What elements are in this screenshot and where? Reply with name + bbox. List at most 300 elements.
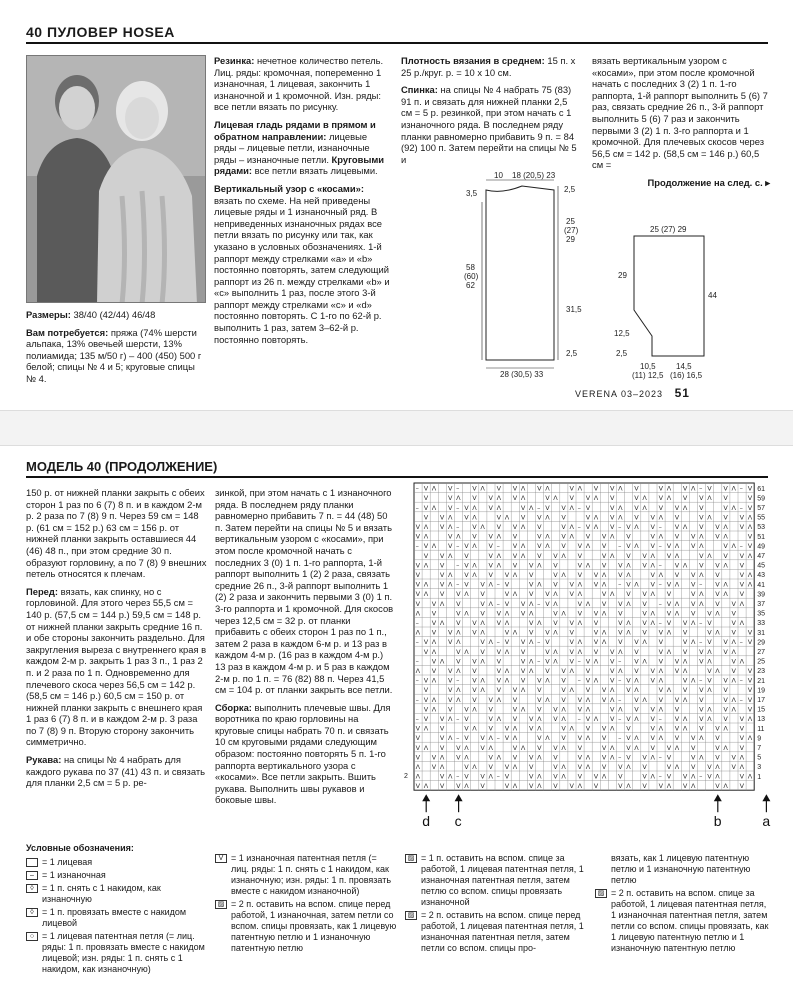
chart-stitch-symbol: Λ bbox=[553, 590, 558, 599]
chart-stitch-symbol: V bbox=[415, 599, 421, 608]
chart-stitch-symbol: V bbox=[431, 657, 437, 666]
chart-stitch-symbol: Λ bbox=[488, 599, 493, 608]
chart-stitch-symbol: V bbox=[723, 686, 728, 695]
chart-stitch-symbol: Λ bbox=[650, 753, 655, 762]
chart-stitch-symbol: V bbox=[504, 628, 510, 637]
chart-stitch-symbol: Λ bbox=[415, 609, 421, 618]
back-label-35: 3,5 bbox=[466, 189, 478, 198]
chart-stitch-symbol: – bbox=[456, 561, 460, 570]
legend-title: Условные обозначения: bbox=[26, 843, 134, 853]
chart-stitch-symbol: – bbox=[577, 523, 581, 531]
chart-stitch-symbol: V bbox=[423, 647, 429, 656]
chart-row-number: 61 bbox=[757, 485, 765, 493]
chart-row-number: 15 bbox=[757, 706, 765, 714]
chart-stitch-symbol: V bbox=[439, 743, 445, 752]
chart-stitch-symbol: V bbox=[512, 484, 518, 493]
chart-stitch-symbol: Λ bbox=[739, 599, 745, 608]
chart-stitch-symbol: V bbox=[529, 724, 534, 733]
chart-stitch-symbol: V bbox=[456, 599, 461, 608]
chart-stitch-symbol: Λ bbox=[707, 657, 712, 666]
column-4: вязать вертикальным узором с «косами», при этом после кромочной начать с последних 3 (2) 1 п. 1-го раппорта, 1-й раппорт выполнить 5 (6) 7 раз, связать средние 26 п., 3-й раппорт выполнить 5 (6) 7 раз и закончить первыми 3 (2) 1 п. 3-го раппорта и 1 кромочной. Для плечевых скосов через 56,5 см = 142 р. (58,5 см = 146 р.) 60,5 см = Продолжение на след. с. ▸ bbox=[592, 55, 770, 188]
chart-stitch-symbol: Λ bbox=[512, 724, 518, 733]
chart-stitch-symbol: V bbox=[699, 494, 704, 503]
chart-stitch-symbol: V bbox=[634, 503, 639, 512]
chart-stitch-symbol: V bbox=[561, 513, 566, 522]
sleeve-label-29: 29 bbox=[618, 271, 627, 280]
chart-stitch-symbol: V bbox=[626, 715, 631, 723]
chart-stitch-symbol: V bbox=[504, 772, 510, 781]
chart-stitch-symbol: V bbox=[439, 734, 445, 743]
chart-stitch-symbol: V bbox=[545, 647, 550, 656]
chart-stitch-symbol: V bbox=[699, 705, 704, 714]
chart-stitch-symbol: V bbox=[504, 734, 510, 743]
chart-stitch-symbol: Λ bbox=[666, 782, 672, 791]
gauge-label: Плотность вязания в среднем: bbox=[401, 55, 545, 66]
chart-stitch-symbol: V bbox=[464, 561, 469, 570]
chart-stitch-symbol: V bbox=[658, 657, 664, 666]
chart-stitch-symbol: V bbox=[731, 619, 736, 627]
chart-stitch-symbol: V bbox=[480, 734, 485, 743]
chart-stitch-symbol: V bbox=[585, 532, 591, 541]
chart-stitch-symbol: Λ bbox=[658, 705, 664, 714]
chart-stitch-symbol: Λ bbox=[520, 523, 526, 531]
chart-stitch-symbol: Λ bbox=[480, 676, 485, 685]
legend-item bbox=[405, 853, 587, 908]
chart-stitch-symbol: – bbox=[577, 715, 581, 723]
chart-stitch-symbol: V bbox=[553, 782, 558, 791]
page-title: 40 ПУЛОВЕР HOSEA bbox=[26, 24, 175, 40]
chart-stitch-symbol: V bbox=[553, 772, 558, 781]
chart-stitch-symbol: V bbox=[537, 532, 542, 541]
chart-stitch-symbol: Λ bbox=[496, 561, 502, 570]
chart-stitch-symbol: V bbox=[610, 484, 615, 493]
chart-stitch-symbol: Λ bbox=[431, 484, 437, 493]
chart-stitch-symbol: V bbox=[431, 599, 437, 608]
chart-row-number: 43 bbox=[757, 572, 765, 580]
chart-stitch-symbol: Λ bbox=[731, 542, 736, 551]
chart-stitch-symbol: V bbox=[553, 580, 558, 589]
chart-stitch-symbol: V bbox=[577, 763, 583, 771]
chart-stitch-symbol: V bbox=[456, 619, 461, 627]
chart-stitch-symbol: V bbox=[682, 676, 688, 685]
chart-stitch-symbol: V bbox=[626, 724, 631, 733]
chart-arrow-label-b: b bbox=[713, 813, 722, 830]
chart-stitch-symbol: V bbox=[537, 513, 542, 522]
chart-stitch-symbol: Λ bbox=[529, 667, 534, 675]
chart-stitch-symbol: V bbox=[682, 772, 688, 781]
chart-stitch-symbol: V bbox=[658, 638, 664, 647]
chart-stitch-symbol: V bbox=[747, 484, 753, 493]
chart-stitch-symbol: V bbox=[488, 695, 493, 704]
chart-stitch-symbol: V bbox=[569, 580, 574, 589]
chart-stitch-symbol: V bbox=[618, 638, 623, 647]
chart-stitch-symbol: Λ bbox=[731, 638, 736, 647]
chart-stitch-symbol: Λ bbox=[618, 667, 623, 675]
sleeve-label: Рукава: bbox=[26, 754, 62, 766]
chart-stitch-symbol: V bbox=[593, 571, 599, 579]
chart-stitch-symbol: V bbox=[642, 782, 647, 791]
chart-stitch-symbol: V bbox=[650, 705, 655, 714]
column-2 bbox=[214, 55, 392, 351]
chart-stitch-symbol: Λ bbox=[577, 590, 583, 599]
chart-stitch-symbol: – bbox=[658, 561, 662, 570]
chart-stitch-symbol: V bbox=[642, 619, 647, 627]
sizes-label: Размеры: bbox=[26, 309, 71, 320]
chart-stitch-symbol: – bbox=[618, 734, 622, 743]
chart-row-number: 5 bbox=[757, 754, 762, 762]
chart-stitch-symbol: V bbox=[496, 686, 502, 695]
garter-text: все петли вязать лицевыми. bbox=[254, 165, 378, 177]
chart-stitch-symbol: V bbox=[537, 705, 542, 714]
chart-stitch-symbol: V bbox=[569, 647, 574, 656]
back-label-10: 10 bbox=[494, 172, 503, 180]
chart-stitch-symbol: V bbox=[488, 763, 493, 771]
chart-stitch-symbol: V bbox=[642, 609, 647, 618]
chart-stitch-symbol: Λ bbox=[577, 580, 583, 589]
chart-stitch-symbol: V bbox=[666, 772, 672, 781]
chart-stitch-symbol: V bbox=[529, 580, 534, 589]
chart-stitch-symbol: – bbox=[699, 580, 703, 589]
chart-stitch-symbol: – bbox=[415, 638, 419, 647]
chart-stitch-symbol: V bbox=[674, 734, 680, 743]
sleeve-schematic bbox=[612, 218, 730, 380]
chart-stitch-symbol: V bbox=[569, 657, 574, 666]
chart-row-number: 13 bbox=[757, 716, 765, 724]
chart-stitch-symbol: V bbox=[512, 523, 518, 531]
chart-stitch-symbol: Λ bbox=[472, 513, 477, 522]
chart-stitch-symbol: Λ bbox=[610, 590, 615, 599]
chart-stitch-symbol: V bbox=[472, 523, 477, 531]
chart-stitch-symbol: Λ bbox=[674, 763, 680, 771]
chart-stitch-symbol: V bbox=[650, 715, 655, 723]
chart-stitch-symbol: V bbox=[674, 724, 680, 733]
chart-stitch-symbol: Λ bbox=[593, 523, 599, 531]
chart-stitch-symbol: Λ bbox=[666, 686, 672, 695]
back-label-25top: 2,5 bbox=[564, 185, 576, 194]
chart-stitch-symbol: V bbox=[512, 695, 518, 704]
chart-stitch-symbol: V bbox=[650, 580, 655, 589]
chart-stitch-symbol: Λ bbox=[699, 532, 704, 541]
chart-stitch-symbol: V bbox=[650, 743, 655, 752]
chart-stitch-symbol: Λ bbox=[439, 763, 445, 771]
chart-stitch-symbol: V bbox=[569, 619, 574, 627]
chart-stitch-symbol: V bbox=[715, 571, 720, 579]
chart-stitch-symbol: V bbox=[448, 628, 453, 637]
chart-row-number: 53 bbox=[757, 524, 765, 532]
chart-stitch-symbol: Λ bbox=[439, 599, 445, 608]
chart-stitch-symbol: V bbox=[529, 763, 534, 771]
chart-stitch-symbol: Λ bbox=[512, 763, 518, 771]
chart-stitch-symbol: V bbox=[715, 561, 720, 570]
chart-stitch-symbol: V bbox=[601, 724, 607, 733]
chart-stitch-symbol: – bbox=[658, 599, 662, 608]
chart-stitch-symbol: Λ bbox=[674, 599, 680, 608]
chart-stitch-symbol: V bbox=[634, 705, 639, 714]
chart-stitch-symbol: V bbox=[488, 551, 493, 560]
chart-stitch-symbol: Λ bbox=[464, 590, 469, 599]
chart-stitch-symbol: V bbox=[666, 763, 672, 771]
chart-stitch-symbol: Λ bbox=[715, 763, 720, 771]
chart-stitch-symbol: V bbox=[601, 590, 607, 599]
chart-stitch-symbol: Λ bbox=[512, 571, 518, 579]
chart-stitch-symbol: V bbox=[626, 676, 631, 685]
chart-stitch-symbol: Λ bbox=[448, 772, 453, 781]
chart-stitch-symbol: V bbox=[496, 523, 502, 531]
chart-stitch-symbol: – bbox=[699, 676, 703, 685]
chart-stitch-symbol: – bbox=[618, 676, 622, 685]
chart-stitch-symbol: V bbox=[431, 619, 437, 627]
chart-stitch-symbol: Λ bbox=[634, 734, 639, 743]
chart-stitch-symbol: Λ bbox=[585, 753, 591, 762]
chart-stitch-symbol: V bbox=[666, 590, 672, 599]
chart-stitch-symbol: V bbox=[561, 503, 566, 512]
chart-stitch-symbol: Λ bbox=[682, 561, 688, 570]
chart-stitch-symbol: Λ bbox=[456, 638, 461, 647]
chart-stitch-symbol: Λ bbox=[658, 571, 664, 579]
chart-stitch-symbol: V bbox=[464, 705, 469, 714]
chart-stitch-symbol: V bbox=[634, 494, 639, 503]
chart-stitch-symbol: – bbox=[618, 715, 622, 723]
chart-stitch-symbol: V bbox=[431, 667, 437, 675]
chart-stitch-symbol: Λ bbox=[699, 542, 704, 551]
chart-stitch-symbol: V bbox=[480, 590, 485, 599]
legend-text: = 1 п. оставить на вспом. спице за работой, 1 лицевая патентная петля, 1 изнаночная патентная петля, затем петлю со вспом. спицы провязать изнаночной bbox=[421, 853, 584, 907]
chart-stitch-symbol: V bbox=[634, 647, 639, 656]
chart-stitch-symbol: V bbox=[464, 513, 469, 522]
chart-stitch-symbol: Λ bbox=[472, 561, 477, 570]
chart-stitch-symbol: V bbox=[448, 494, 453, 503]
chart-stitch-symbol: V bbox=[707, 667, 712, 675]
chart-stitch-symbol: V bbox=[472, 657, 477, 666]
chart-stitch-symbol: V bbox=[610, 647, 615, 656]
chart-stitch-symbol: V bbox=[723, 551, 728, 560]
chart-stitch-symbol: V bbox=[529, 561, 534, 570]
chart-stitch-symbol: V bbox=[431, 763, 437, 771]
chart-stitch-symbol: V bbox=[512, 753, 518, 762]
chart-stitch-symbol: V bbox=[488, 561, 493, 570]
chart-stitch-symbol: – bbox=[456, 542, 460, 551]
chart-stitch-symbol: V bbox=[472, 676, 477, 685]
chart-row-number: 31 bbox=[757, 629, 765, 637]
chart-row-number: 47 bbox=[757, 553, 765, 560]
legend-item bbox=[26, 870, 208, 881]
chart-stitch-symbol: Λ bbox=[415, 628, 421, 637]
chart-stitch-symbol: Λ bbox=[415, 667, 421, 675]
chart-stitch-symbol: V bbox=[715, 599, 720, 608]
chart-stitch-symbol: V bbox=[610, 715, 615, 723]
chart-row-number: 11 bbox=[757, 725, 765, 733]
chart-stitch-symbol: V bbox=[747, 638, 753, 647]
chart-stitch-symbol: V bbox=[666, 619, 672, 627]
chart-stitch-symbol: Λ bbox=[658, 513, 664, 522]
chart-stitch-symbol: V bbox=[715, 724, 720, 733]
chart-stitch-symbol: Λ bbox=[642, 494, 647, 503]
chart-stitch-symbol: V bbox=[529, 782, 534, 791]
chart-stitch-symbol: – bbox=[658, 542, 662, 551]
chart-stitch-symbol: V bbox=[464, 715, 469, 723]
chart-stitch-symbol: Λ bbox=[610, 686, 615, 695]
chart-stitch-symbol: V bbox=[423, 551, 429, 560]
chart-stitch-symbol: Λ bbox=[537, 580, 542, 589]
chart-stitch-symbol: V bbox=[537, 484, 542, 493]
chart-stitch-symbol: Λ bbox=[707, 551, 712, 560]
chart-stitch-symbol: V bbox=[691, 571, 696, 579]
chart-stitch-symbol: V bbox=[415, 724, 421, 733]
chart-stitch-symbol: Λ bbox=[520, 686, 526, 695]
chart-stitch-symbol: V bbox=[626, 734, 631, 743]
chart-stitch-symbol: Λ bbox=[520, 743, 526, 752]
chart-stitch-symbol: V bbox=[691, 532, 696, 541]
chart-stitch-symbol: V bbox=[423, 484, 429, 493]
chart-stitch-symbol: Λ bbox=[707, 494, 712, 503]
chart-stitch-symbol: V bbox=[496, 676, 502, 685]
chart-stitch-symbol: V bbox=[658, 503, 664, 512]
chart-stitch-symbol: Λ bbox=[723, 590, 728, 599]
chart-stitch-symbol: Λ bbox=[691, 772, 696, 781]
legend-text: вязать, как 1 лицевую патентную петлю и 1 изнаночную патентную петлю bbox=[611, 853, 751, 885]
chart-stitch-symbol: V bbox=[553, 609, 558, 618]
legend-right bbox=[405, 853, 587, 956]
chart-stitch-symbol: V bbox=[545, 657, 550, 666]
chart-stitch-symbol: Λ bbox=[723, 782, 728, 791]
chart-stitch-symbol: V bbox=[707, 609, 712, 618]
chart-row-number: 23 bbox=[757, 668, 765, 676]
chart-stitch-symbol: V bbox=[747, 676, 753, 685]
rib-label: Резинка: bbox=[214, 55, 255, 66]
chart-stitch-symbol: V bbox=[658, 695, 664, 704]
chart-stitch-symbol: V bbox=[577, 599, 583, 608]
chart-stitch-symbol: V bbox=[699, 523, 704, 531]
chart-stitch-symbol: – bbox=[496, 580, 500, 589]
chart-stitch-symbol: V bbox=[715, 580, 720, 589]
chart-stitch-symbol: Λ bbox=[715, 667, 720, 675]
chart-stitch-symbol: – bbox=[415, 542, 419, 551]
chart-stitch-symbol: V bbox=[601, 686, 607, 695]
chart-stitch-symbol: Λ bbox=[472, 542, 477, 551]
chart-stitch-symbol: V bbox=[472, 667, 477, 675]
chart-stitch-symbol: V bbox=[512, 705, 518, 714]
chart-stitch-symbol: V bbox=[472, 686, 477, 695]
chart-stitch-symbol: V bbox=[658, 484, 664, 493]
chart-stitch-symbol: – bbox=[496, 734, 500, 743]
chart-stitch-symbol: V bbox=[626, 686, 631, 695]
chart-stitch-symbol: Λ bbox=[658, 676, 664, 685]
chart-stitch-symbol: V bbox=[431, 753, 437, 762]
chart-stitch-symbol: V bbox=[415, 561, 421, 570]
chart-stitch-symbol: Λ bbox=[456, 532, 461, 541]
chart-stitch-symbol: V bbox=[512, 532, 518, 541]
chart-stitch-symbol: V bbox=[561, 724, 566, 733]
chart-stitch-symbol: Λ bbox=[691, 484, 696, 493]
chart-stitch-symbol: Λ bbox=[529, 657, 534, 666]
legend-symbol-icon: ◊ bbox=[26, 884, 38, 893]
chart-stitch-symbol: Λ bbox=[553, 657, 558, 666]
chart-stitch-symbol: Λ bbox=[747, 715, 753, 723]
chart-stitch-symbol: V bbox=[561, 734, 566, 743]
chart-stitch-symbol: V bbox=[691, 743, 696, 752]
back-continued-text: вязать вертикальным узором с «косами», при этом после кромочной начать с последних 3 (2) 1 п. 1-го раппорта, 1-й раппорт выполнить 5 (6) 7 раз, связать средние 26 п., 3-й раппорт выполнить 5 (6) 7 раз и закончить первыми 3 (2) 1 п. 3-го раппорта и 1 кромочной. Для плечевых скосов через 56,5 см = 142 р. (58,5 см = 146 р.) 60,5 см = bbox=[592, 55, 768, 171]
chart-stitch-symbol: Λ bbox=[577, 647, 583, 656]
stockinette-label: Лицевая гладь рядами в прямом и обратном направлении: bbox=[214, 118, 376, 142]
chart-row-start: 2 bbox=[404, 773, 408, 780]
chart-stitch-symbol: Λ bbox=[520, 705, 526, 714]
chart-stitch-symbol: Λ bbox=[512, 590, 518, 599]
chart-stitch-symbol: Λ bbox=[439, 753, 445, 762]
chart-stitch-symbol: V bbox=[626, 753, 631, 762]
chart-stitch-symbol: V bbox=[610, 657, 615, 666]
chart-stitch-symbol: V bbox=[512, 494, 518, 503]
chart-stitch-symbol: V bbox=[415, 532, 421, 541]
chart-stitch-symbol: V bbox=[618, 561, 623, 570]
chart-stitch-symbol: V bbox=[537, 734, 542, 743]
chart-stitch-symbol: V bbox=[658, 647, 664, 656]
chart-stitch-symbol: V bbox=[747, 532, 753, 541]
chart-stitch-symbol: Λ bbox=[464, 647, 469, 656]
chart-stitch-symbol: Λ bbox=[707, 647, 712, 656]
chart-stitch-symbol: Λ bbox=[545, 695, 550, 704]
chart-stitch-symbol: Λ bbox=[537, 772, 542, 781]
chart-stitch-symbol: V bbox=[739, 513, 745, 522]
chart-stitch-symbol: – bbox=[415, 503, 419, 512]
back-label-62: 62 bbox=[466, 281, 475, 290]
cable-text: вязать по схеме. На ней приведены лицевые ряды и 1 изнаночный ряд. В неприведенных изнаночных рядах все петли вязать по рисунку или так, как указано в условных обозначениях. 1-й раппорт между стрелками «a» и «b» постоянно повторять, затем следующий раппорт из 26 п. между стрелками «b» и «c» выполнить 1 раз, после этого 3-й раппорт между стрелками «c» и «d» постоянно повторять. С 1-го по 62-й р. выполнить 1 раз, затем 3–62-й р. постоянно повторять. bbox=[214, 194, 390, 345]
chart-row-number: 35 bbox=[757, 610, 765, 618]
chart-stitch-symbol: Λ bbox=[642, 657, 647, 666]
chart-stitch-symbol: V bbox=[739, 571, 745, 579]
chart-stitch-symbol: V bbox=[747, 705, 753, 714]
chart-stitch-symbol: V bbox=[666, 542, 672, 551]
chart-stitch-symbol: Λ bbox=[626, 619, 631, 627]
chart-stitch-symbol: – bbox=[496, 542, 500, 551]
chart-stitch-symbol: – bbox=[456, 734, 460, 743]
chart-arrowhead-icon bbox=[762, 794, 770, 801]
chart-stitch-symbol: Λ bbox=[496, 715, 502, 723]
legend-item bbox=[26, 931, 208, 975]
chart-stitch-symbol: – bbox=[415, 657, 419, 666]
chart-stitch-symbol: V bbox=[520, 513, 526, 522]
chart-stitch-symbol: – bbox=[456, 580, 460, 589]
chart-stitch-symbol: V bbox=[448, 532, 453, 541]
legend-item bbox=[215, 899, 397, 954]
chart-stitch-symbol: V bbox=[472, 628, 477, 637]
chart-stitch-symbol: V bbox=[496, 619, 502, 627]
chart-stitch-symbol: V bbox=[739, 772, 745, 781]
chart-stitch-symbol: Λ bbox=[577, 619, 583, 627]
chart-stitch-symbol: Λ bbox=[650, 551, 655, 560]
chart-stitch-symbol: V bbox=[472, 484, 477, 493]
chart-stitch-symbol: V bbox=[561, 532, 566, 541]
chart-stitch-symbol: Λ bbox=[448, 571, 453, 579]
chart-stitch-symbol: V bbox=[520, 667, 526, 675]
chart-stitch-symbol: V bbox=[626, 590, 631, 599]
chart-stitch-symbol: V bbox=[650, 667, 655, 675]
chart-stitch-symbol: V bbox=[415, 734, 421, 743]
chart-stitch-symbol: Λ bbox=[415, 763, 421, 771]
chart-stitch-symbol: Λ bbox=[682, 667, 688, 675]
chart-stitch-symbol: – bbox=[496, 638, 500, 647]
rib-text: нечетное количество петель. Лиц. ряды: кромочная, попеременно 1 изнаночная, 1 лицевая, закончить 1 изнаночной и 1 кромочной. Изн. ряды: все петли вязать по рисунку. bbox=[214, 55, 384, 113]
chart-stitch-symbol: V bbox=[488, 503, 493, 512]
chart-arrow-label-d: d bbox=[422, 813, 430, 830]
chart-stitch-symbol: Λ bbox=[585, 561, 591, 570]
chart-stitch-symbol: V bbox=[739, 715, 745, 723]
chart-stitch-symbol: – bbox=[658, 715, 662, 723]
chart-stitch-symbol: V bbox=[626, 523, 631, 531]
chart-stitch-symbol: V bbox=[618, 628, 623, 637]
chart-stitch-symbol: Λ bbox=[650, 561, 655, 570]
legend-text: = 2 п. оставить на вспом. спице перед работой, 1 лицевая патентная петля, 1 изнаночная патентная петля, затем петли со вспом. спицы про- bbox=[421, 910, 584, 953]
chart-stitch-symbol: V bbox=[545, 667, 550, 675]
